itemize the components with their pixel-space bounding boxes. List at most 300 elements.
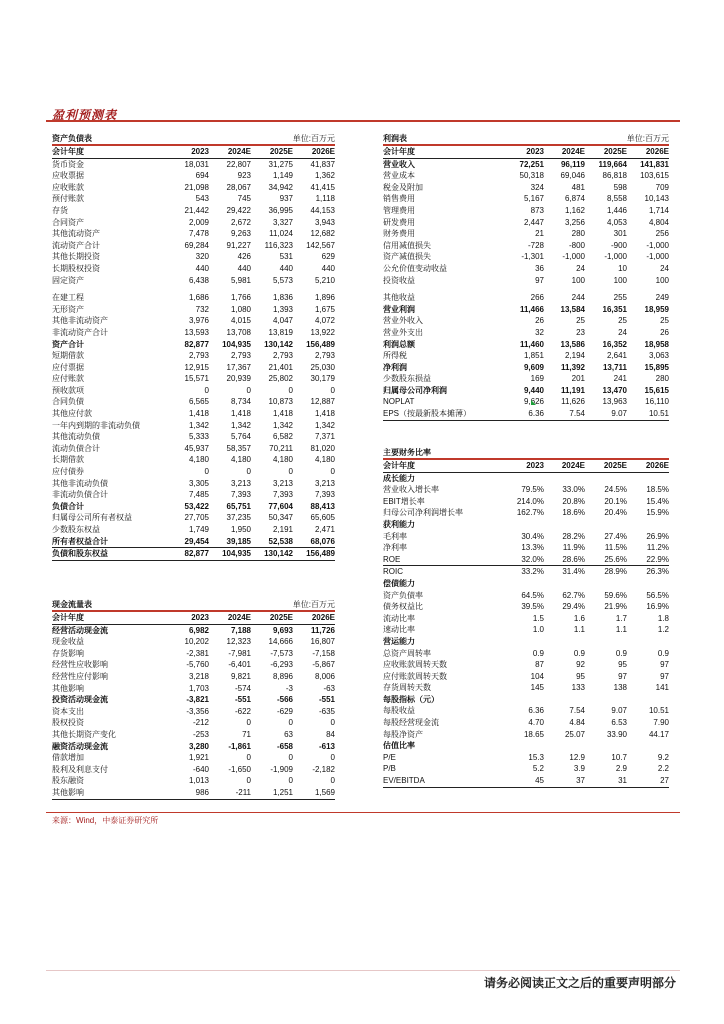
- table-row: [383, 217, 669, 229]
- section-header-row: [383, 694, 669, 706]
- row-value: -3,356: [186, 706, 209, 716]
- row-value: 745: [237, 194, 251, 204]
- row-label: 应收票据: [52, 171, 84, 181]
- row-value: 26.3%: [646, 567, 669, 577]
- row-value: 4,053: [606, 217, 627, 227]
- column-header-year: 2025E: [585, 146, 627, 158]
- row-value: 69,284: [184, 240, 209, 250]
- column-header-label: 会计年度: [383, 146, 503, 158]
- row-value: 937: [279, 194, 293, 204]
- balance-title: 资产负债表: [52, 134, 92, 143]
- table-row: [52, 648, 335, 660]
- table-row: [383, 648, 669, 660]
- row-value: 1,851: [523, 351, 544, 361]
- row-value: 30.4%: [521, 531, 544, 541]
- row-value: 13,819: [268, 327, 293, 337]
- row-value: 62.7%: [562, 590, 585, 600]
- row-label: 固定资产: [52, 275, 84, 285]
- row-value: 13,584: [560, 304, 585, 314]
- row-value: 16,110: [645, 397, 669, 407]
- ratios-header-row: [383, 460, 669, 472]
- source-note: 来源：Wind，中泰证券研究所: [52, 816, 159, 825]
- row-value: 7.54: [544, 408, 585, 420]
- row-value: 6.36: [528, 706, 544, 716]
- row-label: 偿债能力: [383, 578, 415, 588]
- row-value: 923: [237, 171, 251, 181]
- row-value: 1.5: [532, 613, 544, 623]
- row-value: 77,604: [268, 501, 293, 511]
- table-row: [383, 554, 669, 566]
- table-row: [52, 275, 335, 287]
- income-title: 利润表: [383, 134, 407, 143]
- table-row: [383, 601, 669, 613]
- row-label: 存货: [52, 205, 68, 215]
- table-row: [383, 507, 669, 519]
- row-value: 6.53: [611, 718, 627, 728]
- row-value: 25,802: [268, 374, 293, 384]
- row-value: 26.9%: [646, 531, 669, 541]
- row-label: 其他非流动资产: [52, 316, 108, 326]
- row-value: -6,401: [228, 660, 251, 670]
- row-value: 11,466: [519, 304, 544, 314]
- table-row: [383, 496, 669, 508]
- row-value: 18,959: [644, 304, 669, 314]
- row-value: 79.5%: [521, 485, 544, 495]
- row-label: 少数股东权益: [52, 525, 100, 534]
- row-value: 1,686: [188, 293, 209, 303]
- row-label: 其他影响: [52, 683, 84, 693]
- table-row: [52, 182, 335, 194]
- table-row: [52, 536, 335, 548]
- row-value: 25.6%: [585, 554, 627, 566]
- row-value: 214.0%: [516, 496, 544, 506]
- row-label: 资产减值损失: [383, 252, 431, 262]
- page-title: 盈利预测表: [52, 108, 118, 122]
- row-value: 138: [613, 683, 627, 693]
- column-header-year: 2024E: [544, 146, 585, 158]
- table-row: [52, 240, 335, 252]
- row-value: 145: [530, 683, 544, 693]
- column-header-label: 会计年度: [52, 612, 167, 624]
- row-label: 财务费用: [383, 229, 415, 239]
- row-label: 短期借款: [52, 351, 84, 361]
- row-value: [585, 519, 627, 531]
- row-label: 其他收益: [383, 293, 415, 303]
- row-label: 流动资产合计: [52, 240, 100, 250]
- row-value: 256: [655, 229, 669, 239]
- row-value: 1.2: [657, 625, 669, 635]
- row-value: -211: [209, 787, 251, 799]
- row-value: 1,162: [564, 205, 585, 215]
- row-value: 100: [613, 275, 627, 285]
- row-value: [503, 519, 544, 531]
- row-value: 986: [167, 787, 209, 799]
- row-label: 研发费用: [383, 217, 415, 227]
- row-value: 1,896: [314, 293, 335, 303]
- row-value: 13,593: [184, 327, 209, 337]
- row-value: 21,401: [268, 362, 293, 372]
- table-row: [383, 531, 669, 543]
- row-value: 10,873: [268, 397, 293, 407]
- table-row: [383, 170, 669, 182]
- table-row: [52, 315, 335, 327]
- ratios-title-bar: [383, 446, 669, 458]
- table-row: [383, 339, 669, 351]
- table-row: [52, 729, 335, 741]
- section-header-row: [383, 578, 669, 590]
- row-value: 27: [627, 775, 669, 787]
- row-value: 1,418: [230, 409, 251, 419]
- row-label: 预付账款: [52, 194, 84, 204]
- row-value: -7,158: [312, 648, 335, 658]
- row-label: 速动比率: [383, 625, 415, 635]
- row-value: [627, 578, 669, 590]
- row-label: 经营活动现金流: [52, 625, 108, 635]
- row-value: 12,915: [184, 362, 209, 372]
- row-value: 1,418: [188, 409, 209, 419]
- row-value: 11,626: [561, 397, 585, 407]
- row-value: 12,682: [310, 229, 335, 239]
- row-value: 2,793: [188, 351, 209, 361]
- row-value: 37: [544, 775, 585, 787]
- table-row: [52, 512, 335, 524]
- row-label: 经营性应收影响: [52, 660, 108, 670]
- row-value: 104,935: [222, 339, 251, 349]
- financial-ratios-table: [383, 446, 669, 788]
- balance-header-row: [52, 146, 335, 158]
- row-label: 营业成本: [383, 171, 415, 181]
- row-value: [503, 636, 544, 648]
- row-label: 其他长期资产变化: [52, 729, 116, 739]
- row-value: 65,751: [226, 501, 251, 511]
- row-value: 130,142: [251, 548, 293, 561]
- row-value: -6,293: [270, 660, 293, 670]
- row-value: 1,836: [272, 293, 293, 303]
- row-value: -7,981: [228, 648, 251, 658]
- row-label: 营业利润: [383, 304, 415, 314]
- row-value: 17,367: [226, 362, 251, 372]
- row-value: 50,318: [519, 171, 544, 181]
- table-row: [52, 741, 335, 753]
- row-value: -2,182: [312, 764, 335, 774]
- row-value: 21,442: [184, 205, 209, 215]
- row-value: 133: [571, 683, 585, 693]
- row-value: 0: [330, 385, 335, 395]
- row-value: 88,413: [310, 501, 335, 511]
- row-value: -629: [276, 706, 293, 716]
- row-value: 72,251: [519, 159, 544, 169]
- row-value: 440: [279, 263, 293, 273]
- row-value: 24: [660, 263, 669, 273]
- row-value: 104,935: [209, 548, 251, 561]
- row-value: 56.5%: [646, 590, 669, 600]
- row-value: 3,327: [272, 217, 293, 227]
- row-label: 营运能力: [383, 636, 415, 646]
- row-value: 20.4%: [604, 508, 627, 518]
- row-value: 0: [204, 385, 209, 395]
- row-value: 45: [503, 775, 544, 787]
- row-label: 总资产周转率: [383, 648, 431, 658]
- row-value: 16.9%: [646, 602, 669, 612]
- row-value: 8,006: [314, 671, 335, 681]
- row-value: 82,877: [167, 548, 209, 561]
- row-value: 1,749: [188, 525, 209, 534]
- column-header-year: 2023: [503, 460, 544, 472]
- row-value: 162.7%: [516, 508, 544, 518]
- row-value: 26: [660, 327, 669, 337]
- row-value: 9,626: [523, 397, 544, 407]
- row-value: 3,280: [188, 741, 209, 751]
- row-value: 2,009: [188, 217, 209, 227]
- row-value: 169: [530, 374, 544, 384]
- row-value: 20.8%: [562, 496, 585, 506]
- table-row: [52, 683, 335, 695]
- row-value: 11,460: [519, 339, 544, 349]
- row-label: 存货周转天数: [383, 683, 431, 693]
- row-value: 201: [571, 374, 585, 384]
- row-label: 投资活动现金流: [52, 695, 108, 705]
- row-label: P/E: [383, 752, 396, 762]
- row-label: 合同资产: [52, 217, 84, 227]
- row-value: 531: [279, 252, 293, 262]
- row-value: 11.5%: [604, 543, 627, 553]
- row-value: 14,666: [268, 637, 293, 647]
- column-header-year: 2023: [167, 146, 209, 158]
- table-row: [383, 304, 669, 316]
- table-row: [52, 787, 335, 799]
- row-value: 104: [530, 671, 544, 681]
- row-value: 20.1%: [604, 496, 627, 506]
- row-value: [627, 472, 669, 484]
- row-label: 无形资产: [52, 304, 84, 314]
- row-value: 130,142: [264, 339, 293, 349]
- row-value: 0: [330, 753, 335, 763]
- row-value: 5,333: [188, 432, 209, 442]
- row-value: 53,422: [184, 501, 209, 511]
- row-value: 7,371: [314, 432, 335, 442]
- table-row: [383, 315, 669, 327]
- row-value: 97: [618, 671, 627, 681]
- row-label: 估值比率: [383, 741, 415, 751]
- row-value: 92: [576, 660, 585, 670]
- row-value: 1,569: [293, 787, 335, 799]
- row-value: 13,963: [602, 397, 627, 407]
- row-value: 9.07: [611, 706, 627, 716]
- row-value: 1,714: [648, 205, 669, 215]
- row-label: 每股收益: [383, 706, 415, 716]
- table-row: [52, 304, 335, 316]
- row-value: -658: [276, 741, 293, 751]
- row-value: 9.07: [585, 408, 627, 420]
- column-header-year: 2025E: [585, 460, 627, 472]
- row-value: 9,693: [272, 625, 293, 635]
- table-row: [52, 420, 335, 432]
- row-value: 29,422: [226, 205, 251, 215]
- row-value: 2,793: [272, 351, 293, 361]
- row-value: 12,887: [310, 397, 335, 407]
- row-value: 1,675: [314, 304, 335, 314]
- row-value: 2,191: [272, 525, 293, 534]
- row-value: -1,301: [521, 252, 544, 262]
- row-label: 股东融资: [52, 776, 84, 786]
- row-value: -5,867: [312, 660, 335, 670]
- table-row: [383, 752, 669, 764]
- row-label: 股利及利息支付: [52, 764, 108, 774]
- row-label: 流动负债合计: [52, 443, 100, 453]
- row-value: -63: [323, 683, 335, 693]
- row-value: -640: [192, 764, 209, 774]
- row-label: 成长能力: [383, 473, 415, 483]
- row-value: -212: [192, 718, 209, 728]
- row-value: 15.3: [528, 752, 544, 762]
- row-label: 所有者权益合计: [52, 536, 167, 548]
- row-value: 1,393: [272, 304, 293, 314]
- row-value: 29.4%: [562, 602, 585, 612]
- row-value: [503, 740, 544, 752]
- row-value: 0: [246, 718, 251, 728]
- row-label: 应收账款: [52, 182, 84, 192]
- row-value: 97: [660, 671, 669, 681]
- footer-rule: [46, 970, 680, 971]
- row-value: 2,672: [230, 217, 251, 227]
- table-row: [383, 362, 669, 374]
- table-row: [52, 327, 335, 339]
- row-value: 25: [660, 316, 669, 326]
- row-value: 13,470: [602, 385, 627, 395]
- row-value: 0.9: [657, 648, 669, 658]
- row-value: 0: [330, 776, 335, 786]
- row-value: 0: [330, 467, 335, 477]
- table-row: [52, 170, 335, 182]
- row-value: 1,703: [188, 683, 209, 693]
- row-value: 1,766: [230, 293, 251, 303]
- row-value: 15.4%: [646, 496, 669, 506]
- row-value: 52,538: [251, 536, 293, 548]
- row-value: [585, 694, 627, 706]
- row-label: 毛利率: [383, 531, 407, 541]
- row-label: ROIC: [383, 567, 403, 577]
- row-value: 15.9%: [646, 508, 669, 518]
- row-value: 11,726: [310, 625, 335, 635]
- row-value: 1,251: [251, 787, 293, 799]
- row-value: 69,046: [560, 171, 585, 181]
- table-row: [383, 717, 669, 729]
- table-row: [52, 501, 335, 513]
- income-grid: [383, 146, 669, 421]
- row-value: 5,167: [523, 194, 544, 204]
- row-value: 5,981: [230, 275, 251, 285]
- row-value: 15,895: [644, 362, 669, 372]
- table-row: [383, 240, 669, 252]
- row-value: 16,352: [602, 339, 627, 349]
- table-row: [383, 327, 669, 339]
- table-row: [52, 659, 335, 671]
- table-row: [383, 775, 669, 787]
- row-value: 16,351: [602, 304, 627, 314]
- row-value: 1.6: [573, 613, 585, 623]
- row-value: 3,305: [188, 478, 209, 488]
- row-value: 320: [195, 252, 209, 262]
- row-value: -635: [318, 706, 335, 716]
- table-row: [52, 205, 335, 217]
- balance-grid: [52, 146, 335, 561]
- row-value: -1,861: [228, 741, 251, 751]
- row-label: 经营性应付影响: [52, 671, 108, 681]
- row-value: 1,921: [188, 753, 209, 763]
- row-value: 0.9: [615, 648, 627, 658]
- source-rule: [46, 812, 680, 813]
- ratios-title: 主要财务比率: [383, 448, 431, 457]
- row-value: 68,076: [293, 536, 335, 548]
- row-value: 9,821: [230, 671, 251, 681]
- row-value: 4,804: [648, 217, 669, 227]
- row-label: 营业外收入: [383, 316, 423, 326]
- row-value: 2,471: [314, 525, 335, 534]
- balance-title-bar: [52, 132, 335, 144]
- row-value: -3,821: [186, 695, 209, 705]
- table-row: [52, 443, 335, 455]
- column-header-year: 2025E: [251, 146, 293, 158]
- row-label: 非流动负债合计: [52, 490, 108, 500]
- row-value: 71: [242, 729, 251, 739]
- table-row: [383, 671, 669, 683]
- table-row: [52, 764, 335, 776]
- row-value: 18.5%: [646, 485, 669, 495]
- row-value: 39.5%: [521, 602, 544, 612]
- row-value: 7,485: [188, 490, 209, 500]
- table-row: [52, 408, 335, 420]
- row-value: -253: [192, 729, 209, 739]
- row-label: 在建工程: [52, 293, 84, 303]
- row-label: 存货影响: [52, 648, 84, 658]
- table-row: [383, 373, 669, 385]
- table-row: [52, 775, 335, 787]
- row-label: 其他长期投资: [52, 252, 100, 262]
- row-label: 归母公司净利润增长率: [383, 508, 463, 518]
- row-value: 3,976: [188, 316, 209, 326]
- row-label: 负债和股东权益: [52, 548, 167, 561]
- row-value: 440: [195, 263, 209, 273]
- row-value: -1,000: [646, 252, 669, 262]
- row-value: 1,080: [230, 304, 251, 314]
- row-value: 7,393: [230, 490, 251, 500]
- row-value: 0: [330, 718, 335, 728]
- row-value: 25: [618, 316, 627, 326]
- row-label: 投资收益: [383, 275, 415, 285]
- row-value: 4,047: [272, 316, 293, 326]
- row-value: 11,191: [560, 385, 585, 395]
- row-value: 2.2: [657, 764, 669, 774]
- row-value: [627, 636, 669, 648]
- row-value: 33.2%: [521, 567, 544, 577]
- row-value: 0.9: [573, 648, 585, 658]
- row-value: 65,605: [310, 513, 335, 523]
- row-label: 公允价值变动收益: [383, 263, 447, 273]
- row-label: 信用减值损失: [383, 240, 431, 250]
- row-label: 资产负债率: [383, 590, 423, 600]
- table-row: [52, 717, 335, 729]
- row-value: 41,837: [310, 159, 335, 169]
- row-label: 应收账款周转天数: [383, 660, 447, 670]
- table-row: [383, 624, 669, 636]
- row-value: 2.9: [615, 764, 627, 774]
- row-value: 426: [237, 252, 251, 262]
- row-value: 1.0: [532, 625, 544, 635]
- section-header-row: [383, 519, 669, 531]
- income-title-bar: [383, 132, 669, 144]
- row-value: 18.65: [523, 729, 544, 739]
- row-value: [627, 519, 669, 531]
